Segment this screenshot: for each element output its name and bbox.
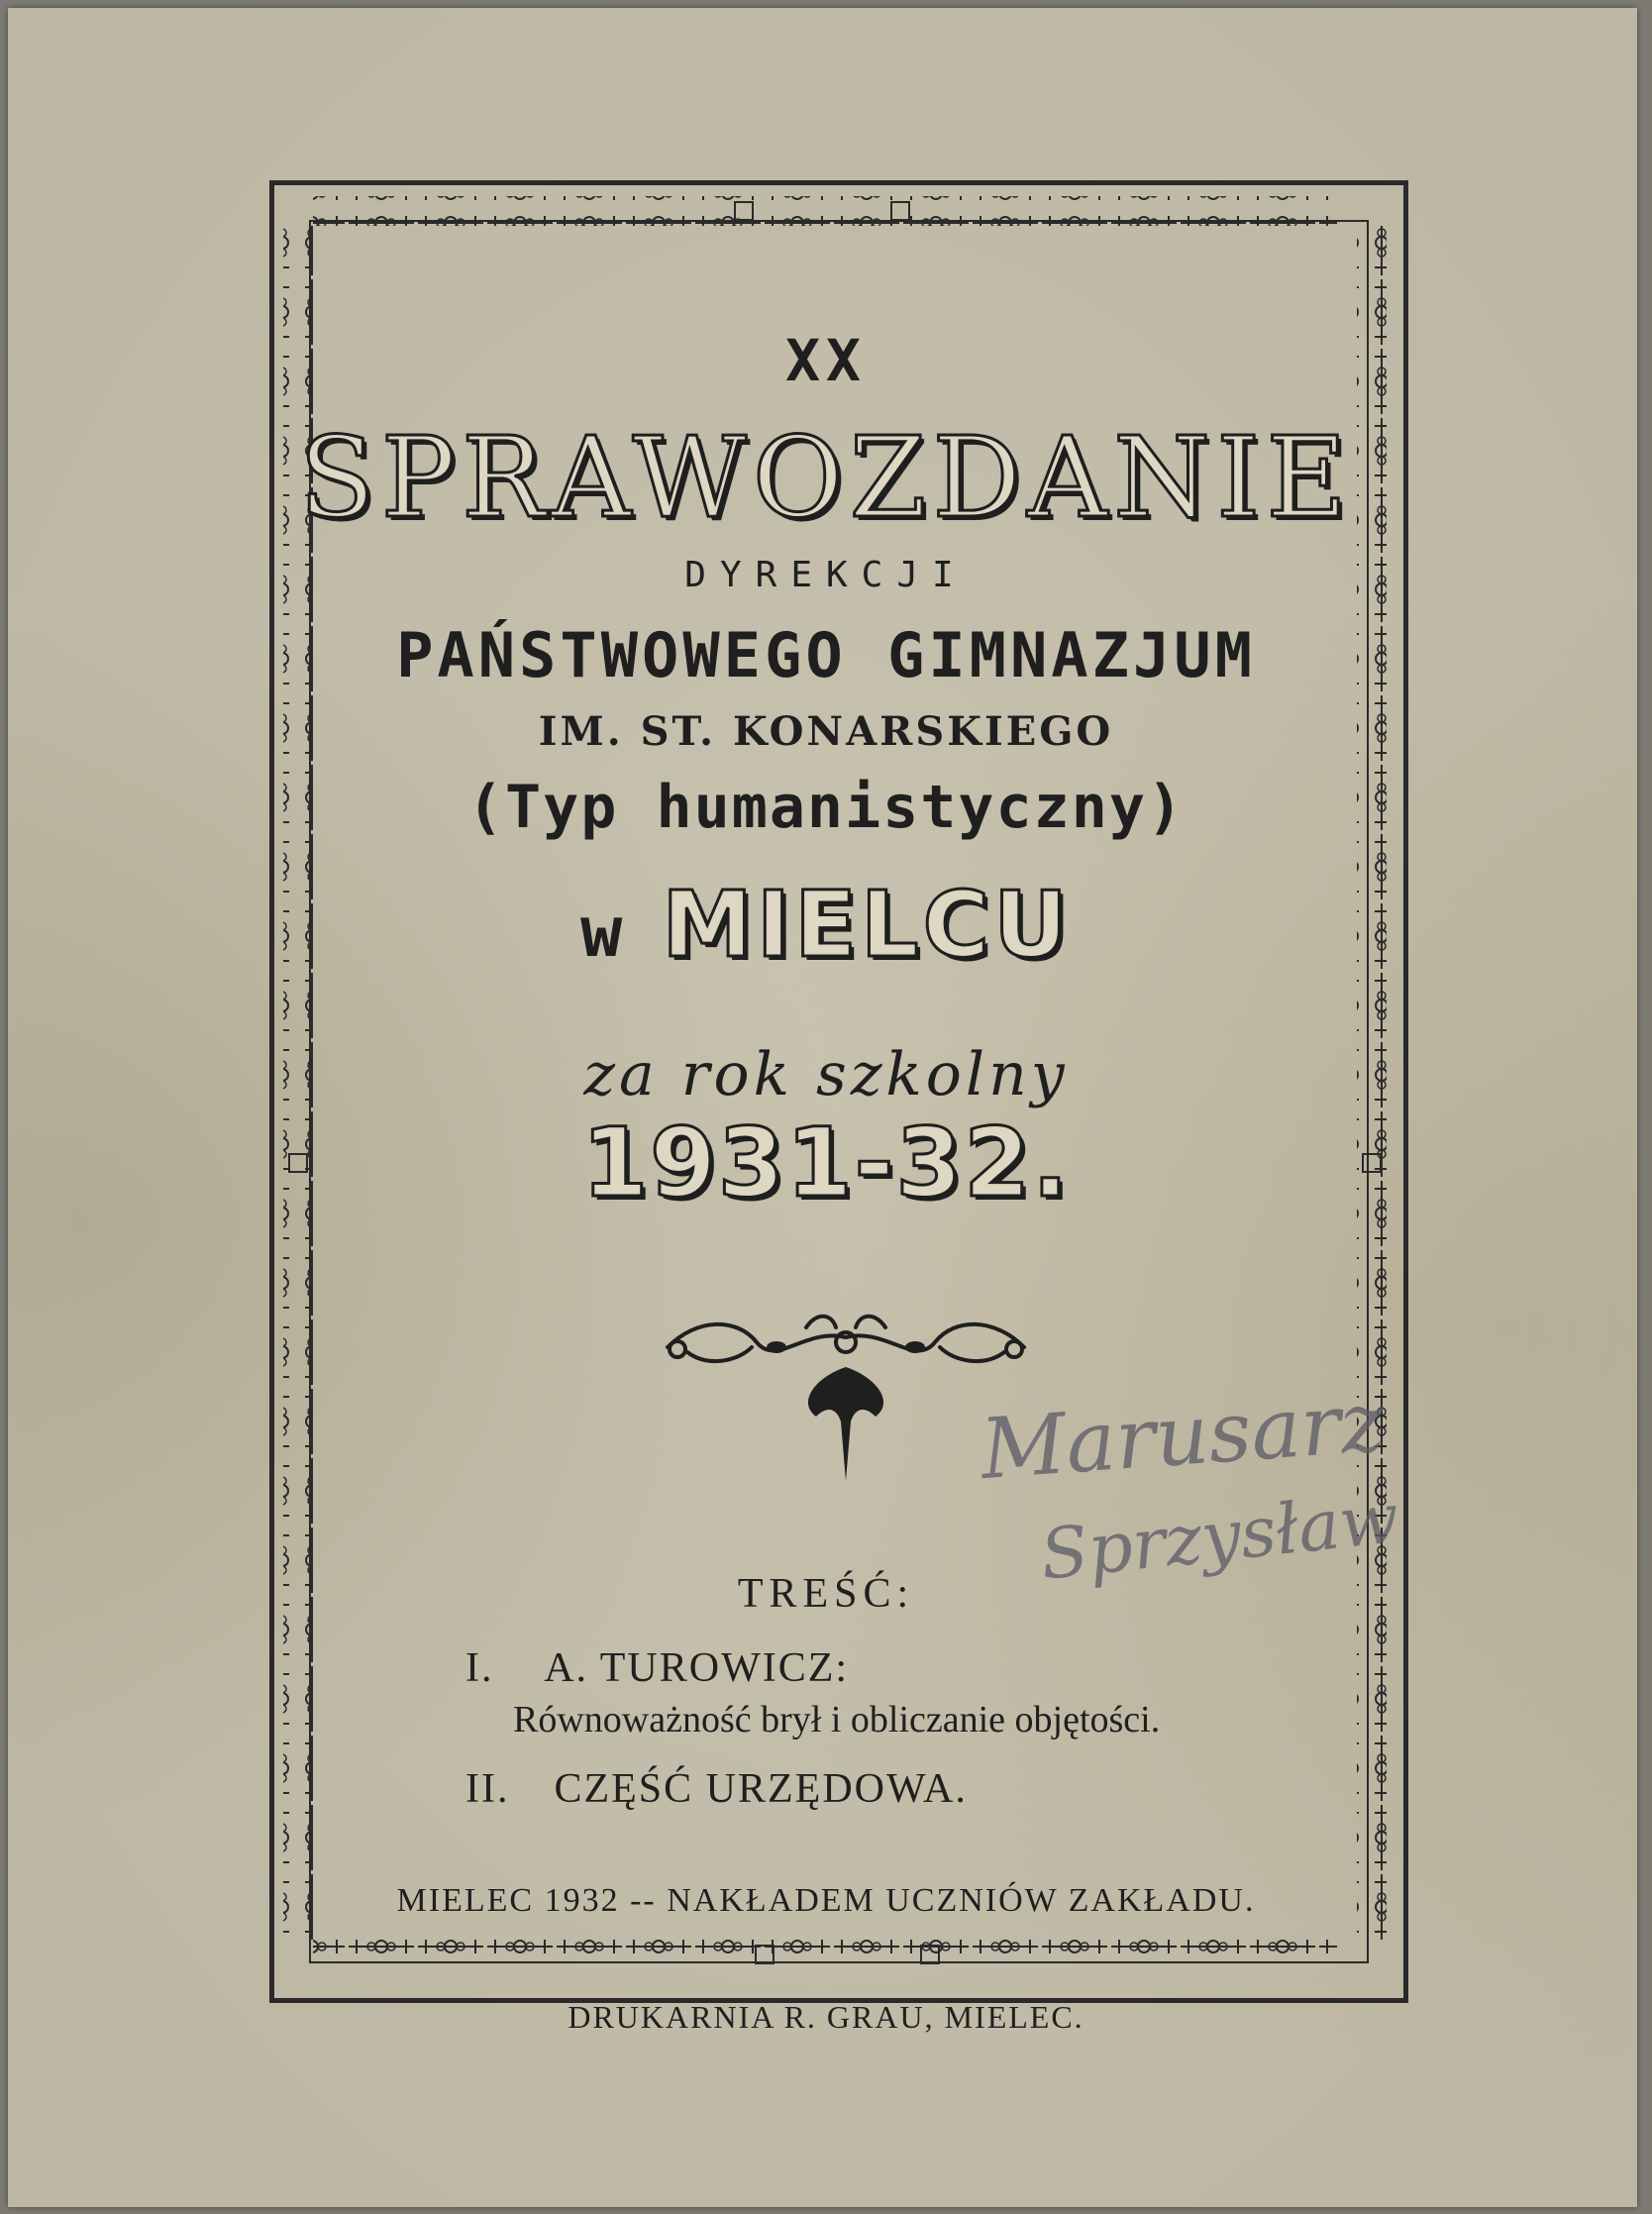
handwritten-signature (978, 1372, 1403, 1644)
contents-heading: TREŚĆ: (737, 1571, 915, 1617)
floral-vignette-icon (658, 1308, 1034, 1486)
contents-item-1 (465, 1644, 849, 1692)
signature-line-1: Marusarz (978, 1372, 1388, 1499)
preposition-w: w (580, 892, 623, 973)
city-line (0, 872, 1652, 978)
contents-item-1-title: Równoważność brył i obliczanie objętości. (513, 1699, 1161, 1740)
school-year-label: za rok szkolny (583, 1040, 1069, 1109)
printer-line: DRUKARNIA R. GRAU, MIELEC. (568, 1999, 1084, 2035)
volume-number: XX (785, 327, 867, 394)
school-year: 1931-32. (581, 1107, 1071, 1218)
item-number: II. (465, 1766, 510, 1812)
item-author: A. TUROWICZ: (544, 1645, 850, 1691)
item-number: I. (465, 1645, 494, 1691)
school-type: (Typ humanistyczny) (466, 773, 1186, 842)
patron-name: IM. ST. KONARSKIEGO (538, 708, 1114, 755)
subtitle-dyrekcji: DYREKCJI (684, 555, 968, 595)
city-name: MIELCU (662, 872, 1072, 978)
imprint-line: MIELEC 1932 -- NAKŁADEM UCZNIÓW ZAKŁADU. (396, 1882, 1256, 1919)
document-title: SPRAWOZDANIE (298, 414, 1354, 543)
contents-item-2 (465, 1765, 968, 1813)
institution-name: PAŃSTWOWEGO GIMNAZJUM (396, 619, 1256, 691)
item-title: CZĘŚĆ URZĘDOWA. (554, 1766, 968, 1812)
signature-line-2: Sprzysław (1036, 1477, 1403, 1596)
